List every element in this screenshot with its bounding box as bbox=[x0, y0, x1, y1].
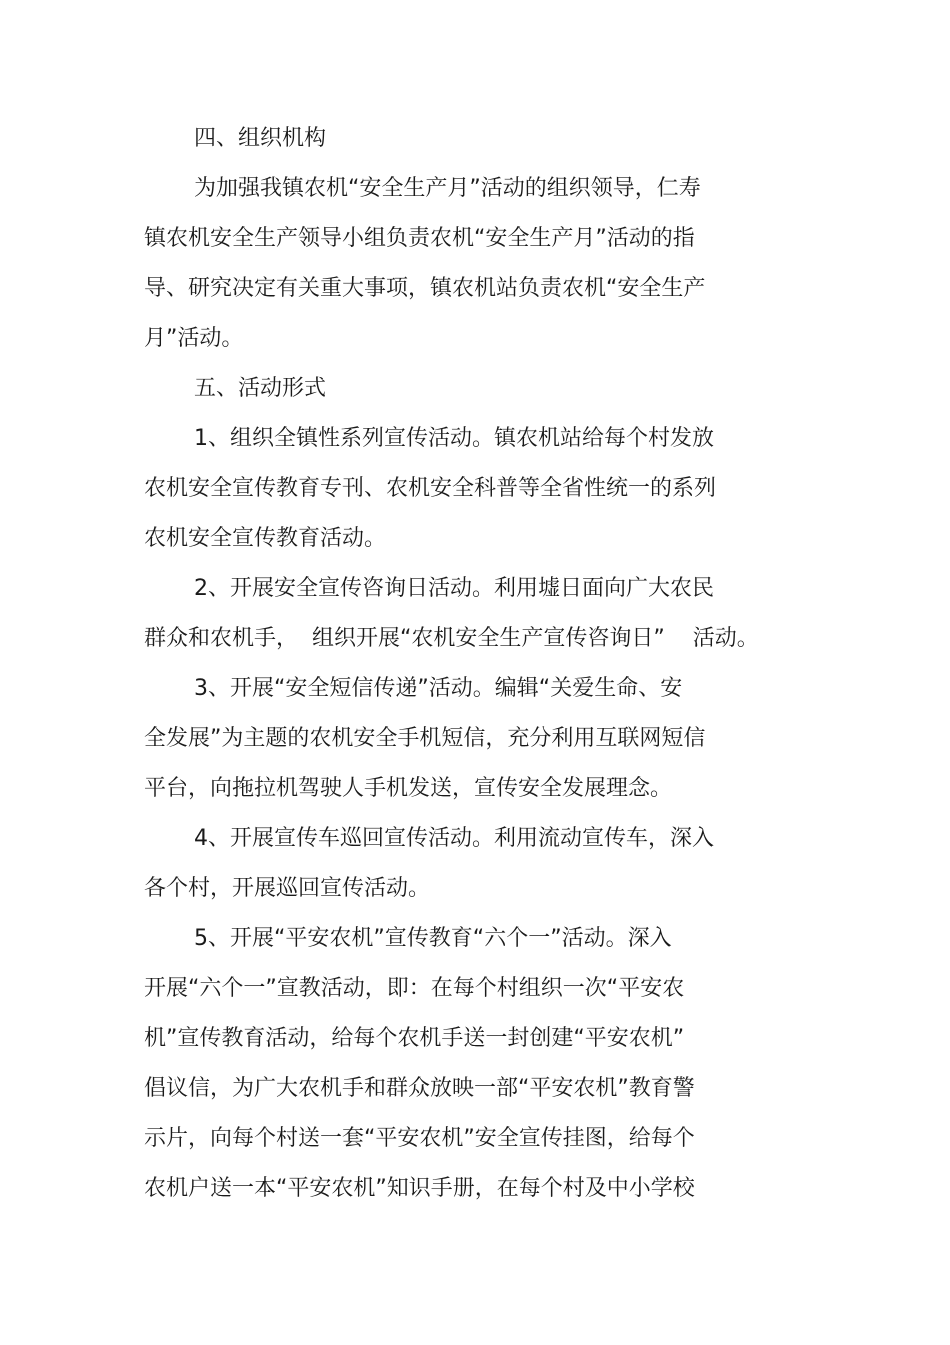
paragraph-line: 倡议信，为广大农机手和群众放映一部“平安农机”教育警 bbox=[144, 1076, 695, 1101]
paragraph-line: 示片，向每个村送一套“平安农机”安全宣传挂图，给每个 bbox=[144, 1126, 695, 1151]
paragraph-line: 导、研究决定有关重大事项，镇农机站负责农机“安全生产 bbox=[144, 276, 706, 301]
paragraph-line: 2、开展安全宣传咨询日活动。利用墟日面向广大农民 bbox=[194, 576, 714, 601]
paragraph-line: 月”活动。 bbox=[144, 326, 244, 351]
paragraph-line: 3、开展“安全短信传递”活动。编辑“关爱生命、安 bbox=[194, 676, 683, 701]
paragraph-line: 镇农机安全生产领导小组负责农机“安全生产月”活动的指 bbox=[144, 226, 695, 251]
paragraph-line: 4、开展宣传车巡回宣传活动。利用流动宣传车，深入 bbox=[194, 826, 714, 851]
section-heading-activities: 五、活动形式 bbox=[194, 376, 327, 401]
paragraph-line: 1、组织全镇性系列宣传活动。镇农机站给每个村发放 bbox=[194, 426, 714, 451]
paragraph-line: 为加强我镇农机“安全生产月”活动的组织领导，仁寿 bbox=[194, 176, 701, 201]
paragraph-line: 开展“六个一”宣教活动，即：在每个村组织一次“平安农 bbox=[144, 976, 685, 1001]
paragraph-line: 5、开展“平安农机”宣传教育“六个一”活动。深入 bbox=[194, 926, 672, 951]
paragraph-line: 农机安全宣传教育专刊、农机安全科普等全省性统一的系列 bbox=[144, 476, 717, 501]
paragraph-line: 全发展”为主题的农机安全手机短信，充分利用互联网短信 bbox=[144, 726, 706, 751]
paragraph-line: 群众和农机手， 组织开展“农机安全生产宣传咨询日” 活动。 bbox=[144, 626, 759, 651]
paragraph-line: 平台，向拖拉机驾驶人手机发送，宣传安全发展理念。 bbox=[144, 776, 673, 801]
paragraph-line: 农机安全宣传教育活动。 bbox=[144, 526, 387, 551]
section-heading-organization: 四、组织机构 bbox=[194, 126, 327, 151]
paragraph-line: 机”宣传教育活动，给每个农机手送一封创建“平安农机” bbox=[144, 1026, 685, 1051]
paragraph-line: 农机户送一本“平安农机”知识手册，在每个村及中小学校 bbox=[144, 1176, 695, 1201]
paragraph-line: 各个村，开展巡回宣传活动。 bbox=[144, 876, 431, 901]
